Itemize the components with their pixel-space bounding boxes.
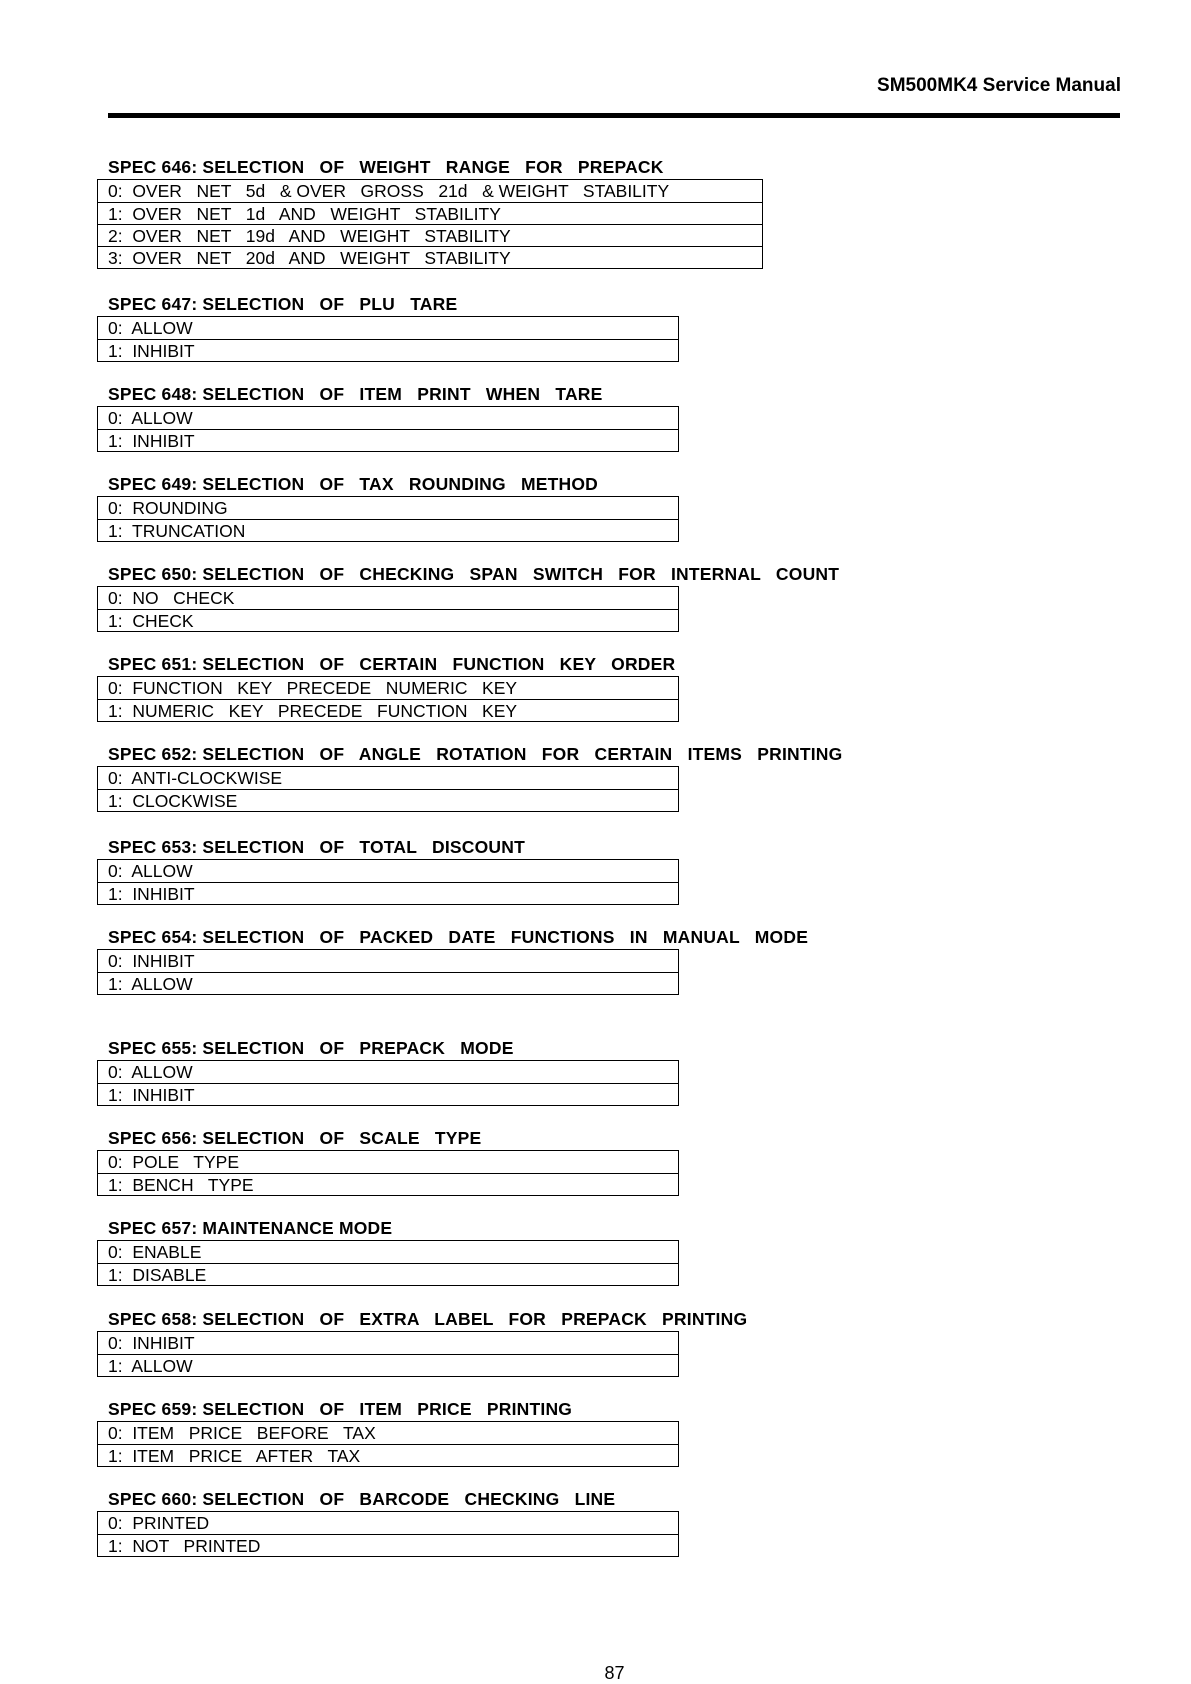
options-table bbox=[97, 676, 679, 722]
spec-657 bbox=[97, 1217, 679, 1286]
option-row: 1: DISABLE bbox=[98, 1263, 678, 1285]
option-row: 1: ITEM PRICE AFTER TAX bbox=[98, 1444, 678, 1466]
spec-title: SPEC 658: SELECTION OF EXTRA LABEL FOR PREPACK PRINTING bbox=[108, 1309, 748, 1329]
option-row: 1: INHIBIT bbox=[98, 1083, 678, 1105]
option-row: 1: INHIBIT bbox=[98, 339, 678, 361]
spec-653 bbox=[97, 836, 679, 905]
options-table bbox=[97, 586, 679, 632]
option-row: 0: PRINTED bbox=[108, 1513, 210, 1533]
spec-title: SPEC 656: SELECTION OF SCALE TYPE bbox=[108, 1128, 482, 1148]
option-row: 1: INHIBIT bbox=[98, 429, 678, 451]
options-table bbox=[97, 1331, 679, 1377]
spec-652 bbox=[97, 743, 842, 812]
option-row: 0: ALLOW bbox=[108, 408, 193, 428]
options-table bbox=[97, 859, 679, 905]
spec-654 bbox=[97, 926, 808, 995]
options-table bbox=[97, 179, 763, 269]
options-table bbox=[97, 1421, 679, 1467]
spec-659 bbox=[97, 1398, 679, 1467]
spec-647 bbox=[97, 293, 679, 362]
option-row: 0: INHIBIT bbox=[108, 1333, 195, 1353]
option-row: 1: INHIBIT bbox=[98, 882, 678, 904]
option-row: 1: NOT PRINTED bbox=[98, 1534, 678, 1556]
option-row: 1: BENCH TYPE bbox=[98, 1173, 678, 1195]
option-row: 0: POLE TYPE bbox=[108, 1152, 239, 1172]
options-table bbox=[97, 766, 679, 812]
option-row: 0: ALLOW bbox=[108, 318, 193, 338]
spec-title: SPEC 660: SELECTION OF BARCODE CHECKING LINE bbox=[108, 1489, 616, 1509]
spec-title: SPEC 650: SELECTION OF CHECKING SPAN SWITCH FOR INTERNAL COUNT bbox=[108, 564, 840, 584]
options-table bbox=[97, 316, 679, 362]
option-row: 0: ALLOW bbox=[108, 1062, 193, 1082]
option-row: 1: ALLOW bbox=[98, 1354, 678, 1376]
option-row: 0: ANTI-CLOCKWISE bbox=[108, 768, 283, 788]
option-row: 0: INHIBIT bbox=[108, 951, 195, 971]
spec-title: SPEC 646: SELECTION OF WEIGHT RANGE FOR PREPACK bbox=[108, 157, 664, 177]
spec-649 bbox=[97, 473, 679, 542]
spec-title: SPEC 655: SELECTION OF PREPACK MODE bbox=[108, 1038, 514, 1058]
spec-658 bbox=[97, 1308, 747, 1377]
options-table bbox=[97, 1060, 679, 1106]
option-row: 0: ALLOW bbox=[108, 861, 193, 881]
options-table bbox=[97, 406, 679, 452]
option-row: 1: CLOCKWISE bbox=[98, 789, 678, 811]
header-rule bbox=[108, 113, 1120, 118]
spec-title: SPEC 647: SELECTION OF PLU TARE bbox=[108, 294, 458, 314]
options-table bbox=[97, 949, 679, 995]
option-row: 3: OVER NET 20d AND WEIGHT STABILITY bbox=[98, 246, 762, 268]
options-table bbox=[97, 1240, 679, 1286]
spec-title: SPEC 654: SELECTION OF PACKED DATE FUNCTIONS IN MANUAL MODE bbox=[108, 927, 809, 947]
spec-title: SPEC 653: SELECTION OF TOTAL DISCOUNT bbox=[108, 837, 525, 857]
spec-656 bbox=[97, 1127, 679, 1196]
spec-655 bbox=[97, 1037, 679, 1106]
option-row: 1: TRUNCATION bbox=[98, 519, 678, 541]
spec-title: SPEC 648: SELECTION OF ITEM PRINT WHEN TARE bbox=[108, 384, 603, 404]
spec-title: SPEC 649: SELECTION OF TAX ROUNDING METHOD bbox=[108, 474, 599, 494]
option-row: 1: OVER NET 1d AND WEIGHT STABILITY bbox=[98, 202, 762, 224]
spec-648 bbox=[97, 383, 679, 452]
spec-660 bbox=[97, 1488, 679, 1557]
spec-title: SPEC 652: SELECTION OF ANGLE ROTATION FOR CERTAIN ITEMS PRINTING bbox=[108, 744, 843, 764]
spec-title: SPEC 657: MAINTENANCE MODE bbox=[108, 1218, 393, 1238]
option-row: 1: CHECK bbox=[98, 609, 678, 631]
option-row: 0: ITEM PRICE BEFORE TAX bbox=[108, 1423, 376, 1443]
spec-title: SPEC 651: SELECTION OF CERTAIN FUNCTION KEY ORDER bbox=[108, 654, 676, 674]
spec-646 bbox=[97, 156, 763, 269]
option-row: 2: OVER NET 19d AND WEIGHT STABILITY bbox=[98, 224, 762, 246]
page-number: 87 bbox=[604, 1663, 625, 1683]
options-table bbox=[97, 496, 679, 542]
spec-651 bbox=[97, 653, 679, 722]
option-row: 0: FUNCTION KEY PRECEDE NUMERIC KEY bbox=[108, 678, 518, 698]
spec-650 bbox=[97, 563, 839, 632]
option-row: 0: ROUNDING bbox=[108, 498, 228, 518]
option-row: 0: NO CHECK bbox=[108, 588, 235, 608]
option-row: 0: OVER NET 5d & OVER GROSS 21d & WEIGHT STABILITY bbox=[108, 181, 670, 201]
option-row: 1: ALLOW bbox=[98, 972, 678, 994]
options-table bbox=[97, 1150, 679, 1196]
page-header-title: SM500MK4 Service Manual bbox=[877, 75, 1121, 96]
options-table bbox=[97, 1511, 679, 1557]
option-row: 1: NUMERIC KEY PRECEDE FUNCTION KEY bbox=[98, 699, 678, 721]
option-row: 0: ENABLE bbox=[108, 1242, 202, 1262]
spec-title: SPEC 659: SELECTION OF ITEM PRICE PRINTING bbox=[108, 1399, 573, 1419]
